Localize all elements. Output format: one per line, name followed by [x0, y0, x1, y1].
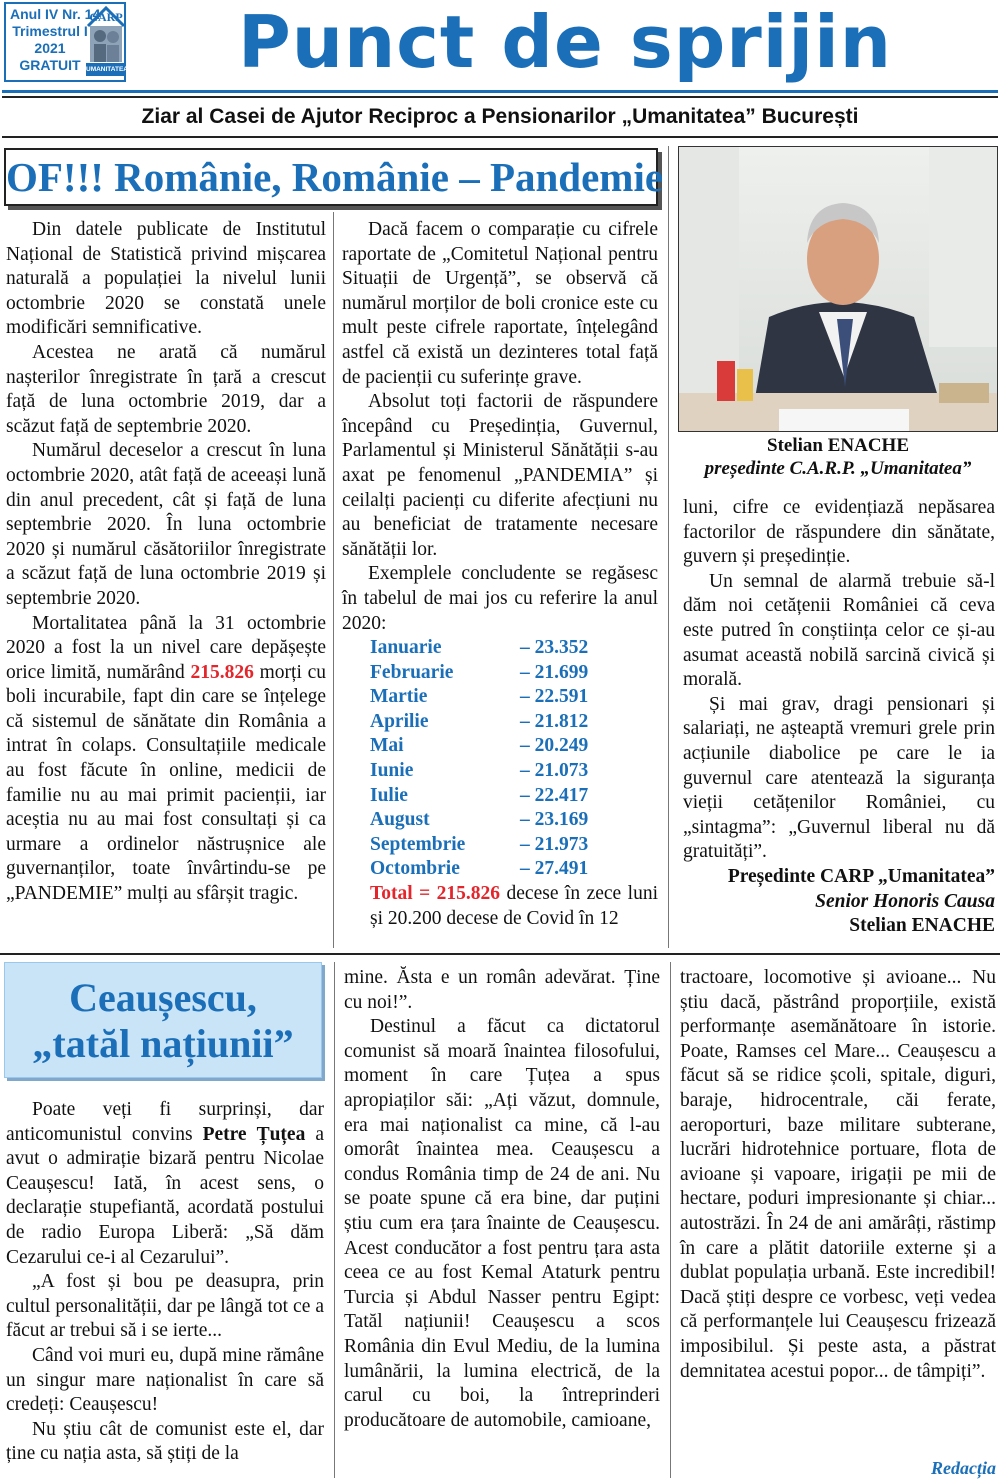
column-divider — [668, 146, 669, 948]
paragraph — [342, 882, 658, 931]
caption-role: președinte C.A.R.P. „Umanitatea” — [704, 458, 972, 479]
text-run: Poate veți fi surprinși, dar anticomunistul convins — [6, 1099, 324, 1145]
column-divider — [670, 962, 671, 1478]
caption-name: Stelian ENACHE — [767, 435, 909, 456]
table-row — [342, 857, 658, 882]
article2-headline — [4, 962, 322, 1078]
paragraph: Și mai grav, dragi pensionari și salariați, ne așteaptă vremuri grele prin acțiunile diabolice pe care le ia guvernul care atentează la siguranța vieții cetățenilor României, cu „sintagma”: „Guvernul liberal nu dă gratuități”. — [683, 693, 995, 863]
signature-title: Președinte CARP „Umanitatea” — [727, 865, 995, 887]
portrait-image — [679, 147, 998, 432]
paragraph: Un semnal de alarmă trebuie să-l dăm noi cetățenii României că ceva este putred în conștiința celor ce și-au asumat această nobilă sarcină civică și morală. — [683, 570, 995, 691]
article1-headline: OF!!! Românie, Românie – Pandemie — [4, 148, 658, 206]
paragraph: Numărul deceselor a crescut în luna octombrie 2020, atât față de aceeași lună din anul precedent, cât și față de luna septembrie 2020. În luna octombrie 2020 și numărul căsătoriilor înregistrate a scăzut față de luna octombrie 2019 și septembrie 2020. — [6, 440, 326, 609]
month-value: – 23.352 — [520, 637, 589, 659]
paragraph: Acestea ne arată că numărul nașterilor înregistrate în țară a crescut față de luna octombrie 2019, dar a scăzut față de septembrie 2020. — [6, 341, 326, 437]
article1-column-3 — [683, 496, 995, 939]
month-value: – 20.249 — [520, 735, 589, 757]
newspaper-subtitle: Ziar al Casei de Ajutor Reciproc a Pensionarilor „Umanitatea” București — [2, 96, 998, 138]
paragraph — [6, 1098, 324, 1270]
highlighted-number: 215.826 — [190, 661, 254, 683]
month-name: Februarie — [370, 661, 454, 683]
month-name: Aprilie — [370, 710, 429, 732]
photo-caption — [678, 434, 998, 480]
table-row — [342, 661, 658, 686]
issue-price: GRATUIT — [19, 57, 81, 73]
month-value: – 23.169 — [520, 809, 589, 831]
article2-signature: Redacția — [931, 1458, 996, 1478]
deaths-table — [342, 636, 658, 882]
newspaper-title: Punct de sprijin — [237, 0, 893, 84]
text-run: a avut o admirație bizară pentru Nicolae Ceaușescu! Iată, în acest sens, o declarație stupefiantă, acordată postului de radio Europa Liberă: „Să dăm Cezarului ce-i al Cezarului”. — [6, 1123, 324, 1268]
text-run: Mortalitatea până la 31 octombrie 2020 a fost la un nivel care depășește orice limită, numărând — [6, 612, 326, 683]
paragraph: Absolut toți factorii de răspundere începând cu Președinția, Guvernul, Parlamentul și Ministerul Sănătății s-au axat pe fenomenul „PANDEMIA” și ceilalți pacienți cu diferite afecțiuni nu au beneficiat de tratamente necesare sănătății lor. — [342, 391, 658, 560]
table-row — [342, 734, 658, 759]
month-value: – 22.417 — [520, 784, 589, 806]
month-name: Septembrie — [370, 833, 466, 855]
table-row — [342, 685, 658, 710]
paragraph — [6, 612, 326, 907]
paragraph: Destinul a făcut ca dictatorul comunist să moară înaintea filosofului, moment în care Țuțea a spus apropiaților săi: „Ați văzut, domnule, era mai naționalist ca mine, că l-au omorât înaintea mea. Ceaușescu a condus România timp de 24 de ani. Nu se poate spune că era bine, dar puțini știu cum era țara înainte de Ceaușescu. Acest conducător a fost pentru țara asta ceea ce au fost Kemal Ataturk pentru Turcia și Abdul Nasser pentru Egipt: Tatăl națiunii! Ceaușescu a scos România din Evul Mediu, de la lumina lumânării, la lumina electrică, de la carul cu boi, la întreprinderi producătoare de automobile, camioane, — [344, 1016, 660, 1431]
article1-column-1 — [6, 218, 326, 907]
signature-honor: Senior Honoris Causa — [815, 890, 995, 912]
month-value: – 21.699 — [520, 661, 589, 683]
month-value: – 21.973 — [520, 833, 589, 855]
table-row — [342, 833, 658, 858]
table-row — [342, 710, 658, 735]
text-run: decese în zece luni și 20.200 decese de Covid în 12 — [370, 883, 658, 929]
table-row — [342, 636, 658, 661]
paragraph: Când voi muri eu, după mine rămâne un singur mare naționalist în care să credeți: Ceaușescu! — [6, 1344, 324, 1416]
paragraph: tractoare, locomotive și avioane... Nu știu dacă, păstrând proporțiile, există performanțe asemănătoare în istorie. Poate, Ramses cel Mare... Ceaușescu a făcut să se ridice școli, spitale, diguri, baraje, hidrocentrale, căi ferate, aeroporturi, baze militare subterane, lucrări hidrotehnice portuare, flota de avioane și vapoare, irigații pe mii de hectare, poduri impresionante și chiar... autostrăzi. În 24 de ani amărâți, răstimp în care a plătit datoriile externe și a dublat populația urbană. Este incredibil! Dacă știți despre ce vorbesc, veți vedea că performanțele lui Ceaușescu frizează imposibilul. Și peste asta, a păstrat demnitatea acestui popor... de tâmpiți”. — [680, 967, 996, 1382]
person-name: Petre Țuțea — [202, 1123, 306, 1145]
month-name: Iulie — [370, 784, 408, 806]
issue-year: 2021 — [34, 40, 66, 56]
headline-line: Ceaușescu, — [69, 975, 257, 1020]
article2-column-2 — [344, 966, 660, 1433]
total-label: Total = 215.826 — [370, 883, 501, 905]
month-name: August — [370, 809, 430, 831]
article2-column-3 — [680, 966, 996, 1384]
table-row — [342, 808, 658, 833]
issue-quarter: Trimestrul I — [12, 23, 88, 39]
logo-text-bottom: UMANITATEA — [86, 66, 129, 73]
paragraph: Din datele publicate de Institutul Național de Statistică privind mișcarea naturală a populației la nivelul lunii octombrie 2020 se constată unele modificări semnificative. — [6, 219, 326, 339]
carp-logo — [86, 4, 129, 78]
month-value: – 21.812 — [520, 710, 589, 732]
table-row — [342, 784, 658, 809]
paragraph: luni, cifre ce evidențiază nepăsarea factorilor de răspundere din sănătate, guvern și președinție. — [683, 497, 995, 568]
paragraph: mine. Ăsta e un român adevărat. Ține cu noi!”. — [344, 967, 660, 1013]
text-run: morți cu boli incurabile, fapt din care se înțelege că sistemul de sănătate din România a intrat în colaps. Consultațiile medicale au fost făcute în online, medicii de familie nu au mai primit pacienții, iar aceștia nu au mai fost consultați și ca urmare a ordinelor năstrușnice ale guvernanților, toate învârtindu-se pe „PANDEMIE” mulți au sfârșit tragic. — [6, 661, 327, 905]
column-divider — [334, 962, 335, 1478]
signature-name: Stelian ENACHE — [849, 915, 995, 937]
table-row — [342, 759, 658, 784]
month-name: Ianuarie — [370, 637, 442, 659]
month-name: Mai — [370, 735, 404, 757]
paragraph: Dacă facem o comparație cu cifrele raportate de „Comitetul Național pentru Situații de Urgență”, se observă că numărul morților de boli cronice este cu mult peste cifrele raportate, înțelegând astfel că există un dezinteres total față de pacienții cu suferințe grave. — [342, 219, 658, 388]
article2-column-1 — [6, 1098, 324, 1467]
month-name: Martie — [370, 686, 428, 708]
month-name: Iunie — [370, 760, 414, 782]
paragraph: Nu știu cât de comunist este el, dar ține cu nația asta, să știți de la — [6, 1418, 324, 1465]
month-name: Octombrie — [370, 858, 460, 880]
section-divider — [0, 953, 1000, 955]
author-photo — [678, 146, 998, 432]
month-value: – 21.073 — [520, 760, 589, 782]
headline-line: „tatăl națiunii” — [32, 1021, 294, 1066]
article1-column-2 — [342, 218, 658, 931]
month-value: – 22.591 — [520, 686, 589, 708]
paragraph: Exemplele concludente se regăsesc în tabelul de mai jos cu referire la anul 2020: — [342, 563, 658, 634]
issue-number: Anul IV Nr. 14 — [10, 6, 101, 22]
logo-text-top: CARP — [89, 10, 123, 24]
month-value: – 27.491 — [520, 858, 589, 880]
column-divider — [333, 212, 334, 948]
paragraph: „A fost și bou pe deasupra, prin cultul personalității, dar pe lângă tot ce a făcut ar trebui să i se ierte... — [6, 1271, 324, 1342]
